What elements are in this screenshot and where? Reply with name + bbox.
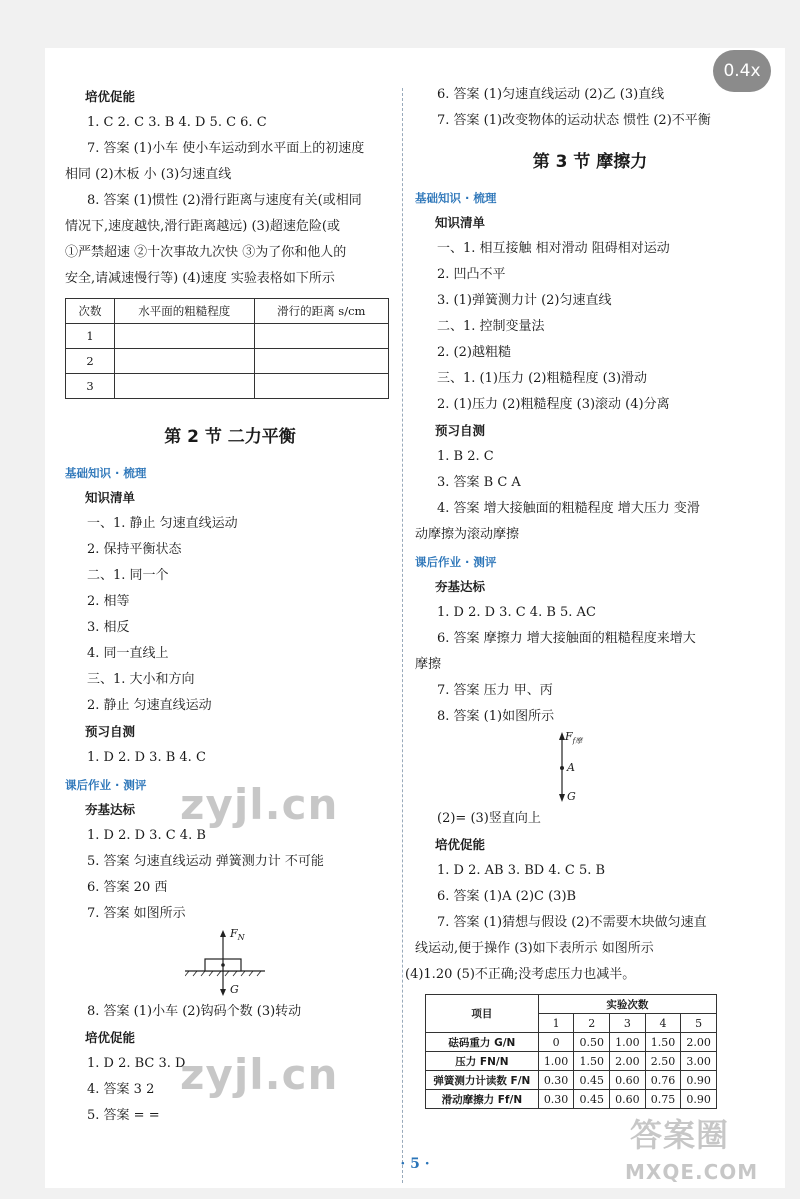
table-cell	[115, 349, 255, 374]
row-label: 压力 FN/N	[426, 1052, 539, 1071]
answer-line: 动摩擦为滚动摩擦	[415, 527, 520, 542]
answer-line: 5. 答案 = =	[87, 1108, 160, 1123]
table-header: 1	[538, 1014, 574, 1033]
table-cell: 0.75	[645, 1090, 681, 1109]
answer-line: 三、1. 大小和方向	[87, 672, 195, 687]
answer-line: 2. 相等	[87, 594, 130, 609]
answer-line: 2. 保持平衡状态	[87, 542, 182, 557]
answer-line: 3. (1)弹簧测力计 (2)匀速直线	[437, 293, 612, 308]
table-header: 3	[610, 1014, 646, 1033]
force-diagram-svg	[185, 927, 305, 999]
table-cell: 0.90	[681, 1090, 717, 1109]
table-header: 2	[574, 1014, 610, 1033]
page-number: · 5 ·	[400, 1156, 430, 1172]
answer-line: 1. C 2. C 3. B 4. D 5. C 6. C	[87, 115, 267, 130]
zoom-badge[interactable]: 0.4x	[713, 50, 771, 92]
table-cell: 0.30	[538, 1071, 574, 1090]
subsection-heading: 知识清单	[435, 215, 486, 230]
friction-force-label: $F_{f摩}$	[565, 730, 583, 746]
subsection-heading: 培优促能	[85, 89, 136, 104]
answer-line: 7. 答案 压力 甲、丙	[437, 683, 553, 698]
answer-line: 1. D 2. D 3. C 4. B 5. AC	[437, 605, 596, 620]
subsection-heading: 知识清单	[85, 490, 136, 505]
table-row	[66, 374, 389, 399]
answer-page	[45, 48, 785, 1188]
answer-line: 3. 相反	[87, 620, 130, 635]
section-banner: 课后作业 · 测评	[415, 555, 497, 569]
table-cell: 0.90	[681, 1071, 717, 1090]
table-header: 水平面的粗糙程度	[115, 299, 255, 324]
subsection-heading: 夯基达标	[435, 579, 486, 594]
table-header: 项目	[426, 995, 539, 1033]
table-cell: 0.60	[610, 1071, 646, 1090]
table-cell: 1.00	[610, 1033, 646, 1052]
section-title: 第 2 节 二力平衡	[164, 427, 296, 447]
subsection-heading: 预习自测	[435, 423, 486, 438]
answer-line: 8. 答案 (1)小车 (2)钩码个数 (3)转动	[87, 1004, 302, 1019]
section-title: 第 3 节 摩擦力	[532, 152, 648, 172]
answer-line: 6. 答案 摩擦力 增大接触面的粗糙程度来增大	[437, 631, 696, 646]
friction-force-diagram	[415, 730, 765, 806]
answer-line: 1. D 2. BC 3. D	[87, 1056, 186, 1071]
force-origin-point	[221, 963, 225, 967]
answer-line: 7. 答案 (1)小车 使小车运动到水平面上的初速度	[87, 141, 365, 156]
answer-line: 2. (1)压力 (2)粗糙程度 (3)滚动 (4)分离	[437, 397, 670, 412]
answer-line: 摩擦	[415, 657, 442, 672]
left-column	[65, 48, 395, 1129]
table-cell: 1.50	[574, 1052, 610, 1071]
table-cell: 2.00	[681, 1033, 717, 1052]
table-cell: 0.76	[645, 1071, 681, 1090]
answer-line: 6. 答案 (1)A (2)C (3)B	[437, 889, 577, 904]
answer-line: 二、1. 控制变量法	[437, 319, 545, 334]
table-cell: 2	[66, 349, 115, 374]
answer-line: 7. 答案 (1)猜想与假设 (2)不需要木块做匀速直	[437, 915, 707, 930]
table-row	[66, 349, 389, 374]
row-label: 滑动摩擦力 Ff/N	[426, 1090, 539, 1109]
right-column	[405, 48, 765, 1109]
watermark: zyjl.cn	[180, 780, 339, 829]
answer-line: 4. 同一直线上	[87, 646, 169, 661]
answer-line: 二、1. 同一个	[87, 568, 169, 583]
answer-line: 相同 (2)木板 小 (3)匀速直线	[65, 167, 232, 182]
point-a	[560, 766, 564, 770]
table-header: 4	[645, 1014, 681, 1033]
answer-line: 安全,请减速慢行等) (4)速度 实验表格如下所示	[65, 271, 335, 286]
normal-force-arrowhead	[220, 930, 226, 937]
subsection-heading: 预习自测	[85, 724, 136, 739]
answer-line: 1. B 2. C	[437, 449, 494, 464]
table-cell: 1	[66, 324, 115, 349]
table-cell: 0.45	[574, 1090, 610, 1109]
answer-line: 6. 答案 (1)匀速直线运动 (2)乙 (3)直线	[437, 87, 665, 102]
answer-line: 4. 答案 增大接触面的粗糙程度 增大压力 变滑	[437, 501, 700, 516]
experiment-table	[65, 298, 389, 399]
row-label: 弹簧测力计读数 F/N	[426, 1071, 539, 1090]
subsection-heading: 培优促能	[85, 1030, 136, 1045]
answer-line: 7. 答案 (1)改变物体的运动状态 惯性 (2)不平衡	[437, 113, 711, 128]
answer-line: 2. 凹凸不平	[437, 267, 506, 282]
table-cell: 0.60	[610, 1090, 646, 1109]
table-row	[426, 1052, 717, 1071]
answer-line: 一、1. 静止 匀速直线运动	[87, 516, 238, 531]
answer-line: 三、1. (1)压力 (2)粗糙程度 (3)滑动	[437, 371, 648, 386]
gravity-arrowhead	[220, 989, 226, 996]
column-divider	[402, 88, 403, 1183]
point-a-label: A	[567, 761, 575, 774]
answer-line: 情况下,速度越快,滑行距离越远) (3)超速危险(或	[65, 219, 340, 234]
answer-line: 1. D 2. AB 3. BD 4. C 5. B	[437, 863, 606, 878]
section-banner: 基础知识 · 梳理	[65, 466, 147, 480]
watermark: 答案圈	[630, 1116, 730, 1154]
table-cell	[115, 374, 255, 399]
table-cell: 3.00	[681, 1052, 717, 1071]
friction-data-table	[425, 994, 717, 1109]
normal-force-label: $F_N$	[230, 927, 245, 943]
answer-line: 2. (2)越粗糙	[437, 345, 511, 360]
answer-line: 8. 答案 (1)如图所示	[437, 709, 555, 724]
table-cell: 3	[66, 374, 115, 399]
watermark: MXQE.COM	[625, 1160, 759, 1184]
gravity-label: G	[230, 983, 239, 996]
table-cell: 1.00	[538, 1052, 574, 1071]
table-cell	[254, 324, 388, 349]
table-header: 滑行的距离 s/cm	[254, 299, 388, 324]
table-cell	[115, 324, 255, 349]
answer-line: 6. 答案 20 西	[87, 880, 168, 895]
answer-line: 线运动,便于操作 (3)如下表所示 如图所示	[415, 941, 654, 956]
answer-line: 7. 答案 如图所示	[87, 906, 186, 921]
table-row	[426, 1033, 717, 1052]
answer-line: 1. D 2. D 3. C 4. B	[87, 828, 206, 843]
table-cell: 0.30	[538, 1090, 574, 1109]
table-header: 次数	[66, 299, 115, 324]
answer-line: (4)1.20 (5)不正确;没考虑压力也减半。	[405, 967, 636, 982]
table-cell	[254, 349, 388, 374]
section-banner: 课后作业 · 测评	[65, 778, 147, 792]
answer-line: 5. 答案 匀速直线运动 弹簧测力计 不可能	[87, 854, 324, 869]
table-cell: 2.50	[645, 1052, 681, 1071]
table-row	[66, 324, 389, 349]
answer-line: ①严禁超速 ②十次事故九次快 ③为了你和他人的	[65, 245, 347, 260]
answer-line: 1. D 2. D 3. B 4. C	[87, 750, 206, 765]
table-header: 实验次数	[538, 995, 716, 1014]
table-cell: 0.50	[574, 1033, 610, 1052]
table-row	[426, 1090, 717, 1109]
table-cell	[254, 374, 388, 399]
gravity-arrowhead	[559, 794, 565, 802]
row-label: 砝码重力 G/N	[426, 1033, 539, 1052]
table-cell: 0.45	[574, 1071, 610, 1090]
table-row	[426, 1071, 717, 1090]
subsection-heading: 夯基达标	[85, 802, 136, 817]
answer-line: 2. 静止 匀速直线运动	[87, 698, 212, 713]
answer-line: 4. 答案 3 2	[87, 1082, 155, 1097]
answer-line: 3. 答案 B C A	[437, 475, 521, 490]
answer-line: (2)= (3)竖直向上	[437, 811, 541, 826]
subsection-heading: 培优促能	[435, 837, 486, 852]
gravity-label: G	[567, 790, 576, 803]
table-cell: 0	[538, 1033, 574, 1052]
table-cell: 1.50	[645, 1033, 681, 1052]
section-banner: 基础知识 · 梳理	[415, 191, 497, 205]
table-header: 5	[681, 1014, 717, 1033]
force-diagram	[65, 927, 395, 999]
table-cell: 2.00	[610, 1052, 646, 1071]
answer-line: 8. 答案 (1)惯性 (2)滑行距离与速度有关(或相同	[87, 193, 362, 208]
watermark: zyjl.cn	[180, 1050, 339, 1099]
answer-line: 一、1. 相互接触 相对滑动 阻碍相对运动	[437, 241, 670, 256]
